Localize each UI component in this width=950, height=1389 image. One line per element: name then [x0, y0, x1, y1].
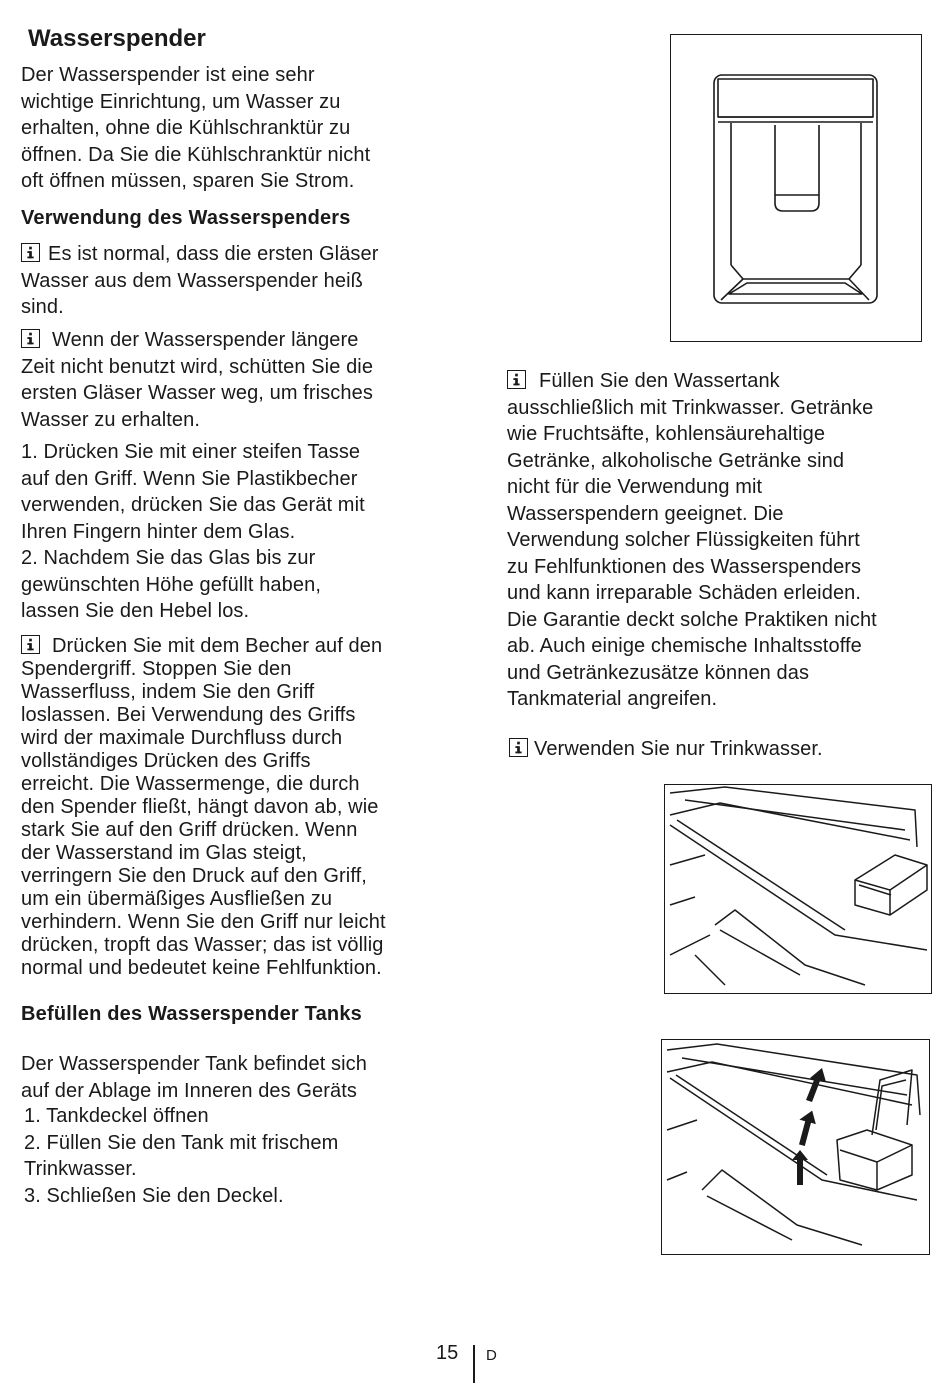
- step-line: lassen Sie den Hebel los.: [21, 600, 250, 622]
- step-line: auf den Griff. Wenn Sie Plastikbecher: [21, 467, 358, 490]
- tank-step-line: 1. Tankdeckel öffnen: [24, 1105, 209, 1127]
- water-dispenser-illustration: [670, 34, 922, 342]
- info-icon: [21, 635, 40, 654]
- intro-line: oft öffnen müssen, sparen Sie Strom.: [21, 170, 355, 192]
- tank-step-line: Trinkwasser.: [24, 1158, 137, 1180]
- info-note-1: Es ist normal, dass die ersten Gläser Wasser aus dem Wasserspender heiß sind.: [21, 243, 379, 318]
- tank-steps: [24, 1103, 444, 1209]
- tank-open-drawing: [662, 1040, 928, 1253]
- intro-paragraph: [21, 62, 446, 195]
- water-tank-open-illustration: [661, 1039, 930, 1255]
- intro-line: öffnen. Da Sie die Kühlschranktür nicht: [21, 143, 371, 166]
- intro-line: Der Wasserspender ist eine sehr: [21, 64, 315, 86]
- usage-steps: [21, 439, 446, 625]
- info-icon: [507, 370, 526, 389]
- info-icon: [21, 243, 40, 262]
- page-title: Wasserspender: [28, 25, 206, 52]
- language-code: D: [486, 1347, 497, 1364]
- dispenser-drawing: [671, 35, 920, 340]
- water-tank-closed-illustration: [664, 784, 932, 994]
- step-line: 2. Nachdem Sie das Glas bis zur: [21, 547, 316, 569]
- step-line: gewünschten Höhe gefüllt haben,: [21, 573, 321, 596]
- intro-line: wichtige Einrichtung, um Wasser zu: [21, 90, 341, 113]
- tank-heading: Befüllen des Wasserspender Tanks: [21, 1003, 362, 1025]
- info-icon: [509, 738, 528, 757]
- intro-line: erhalten, ohne die Kühlschranktür zu: [21, 117, 351, 139]
- tank-step-line: 2. Füllen Sie den Tank mit frischem: [24, 1131, 339, 1154]
- footer-divider: [473, 1345, 475, 1383]
- info-note-2: Wenn der Wasserspender längere Zeit nicht benutzt wird, schütten Sie die ersten Gläser Wasser weg, um frisches Wasser zu erhalten.: [21, 329, 374, 431]
- info-note-4: Füllen Sie den Wassertank ausschließlich mit Trinkwasser. Getränke wie Fruchtsäfte, kohlensäurehaltige Getränke, alkoholische Getränke sind nicht für die Verwendung mit Wasserspendern geeignet. Die Verwendung solcher Flüssigkeiten führt zu Fehlfunktionen des Wasserspenders und kann irreparable Schäden erleiden. Die Garantie deckt solche Praktiken nicht ab. Auch einige chemische Inhaltsstoffe und Getränkezusätze können das Tankmaterial angreifen.: [507, 370, 877, 710]
- info-note-5: Verwenden Sie nur Trinkwasser.: [509, 736, 929, 763]
- info-note-3: Drücken Sie mit dem Becher auf den Spendergriff. Stoppen Sie den Wasserfluss, indem Sie den Griff loslassen. Bei Verwendung des Griffs wird der maximale Durchfluss durch vollständiges Drücken des Griffs erreicht. Die Wassermenge, die durch den Spender fließt, hängt davon ab, wie stark Sie auf den Griff drücken. Wenn der Wasserstand im Glas steigt, verringern Sie den Druck auf den Griff, um ein übermäßiges Ausfließen zu verhindern. Wenn Sie den Griff nur leicht drücken, tropft das Wasser; das ist völlig normal und bedeutet keine Fehlfunktion.: [21, 635, 386, 979]
- tank-step-line: 3. Schließen Sie den Deckel.: [24, 1184, 284, 1207]
- step-line: 1. Drücken Sie mit einer steifen Tasse: [21, 441, 361, 463]
- tank-intro: Der Wasserspender Tank befindet sich auf der Ablage im Inneren des Geräts: [21, 1053, 367, 1102]
- usage-heading: Verwendung des Wasserspenders: [21, 207, 351, 229]
- tank-closed-drawing: [665, 785, 930, 992]
- info-icon: [21, 329, 40, 348]
- page-number: 15: [436, 1342, 459, 1364]
- step-line: verwenden, drücken Sie das Gerät mit: [21, 494, 365, 516]
- step-line: Ihren Fingern hinter dem Glas.: [21, 520, 296, 543]
